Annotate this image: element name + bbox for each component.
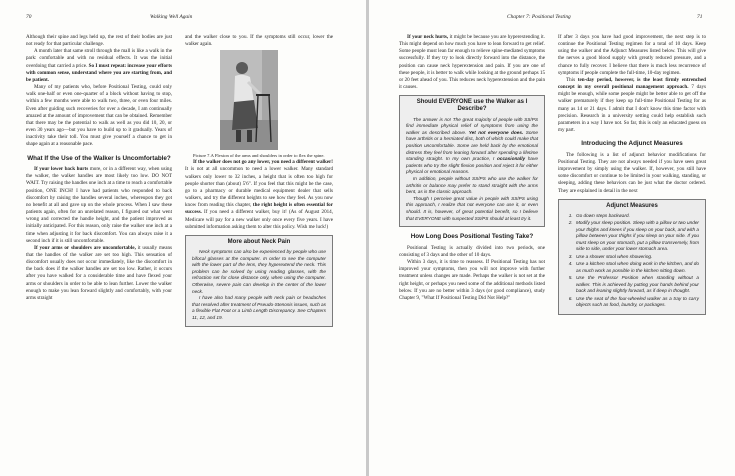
- list-item: 1. Go down steps backward.: [574, 213, 699, 220]
- list-item: 4. Use a kitchen stool when doing work in the kitchen, and do as much work as possible in the kitchen sitting down.: [574, 261, 699, 274]
- list-item: 2. Modify your sleep position. Sleep with a pillow or two under your thighs and knees if you sleep on your back, and with a pillow between your thighs if you sleep on your side. If you must sleep on your stomach, put a pillow transversely, from side to side, under your lower stomach area.: [574, 220, 699, 253]
- running-title: Walking Well Again: [150, 14, 193, 20]
- page-number: 70: [26, 14, 32, 20]
- box-paragraph: I have also had many people with neck pain or headaches that resolved after treatment of Pseudo-Stenosis issues, such as a flexible Flat Foot or a Limb Length Discrepancy. See Chapters 11, 12, and 19.: [192, 295, 326, 321]
- list-item: 5. Use the Professor Position when standing without a walker. This is achieved by putting your hands behind your back and leaning slightly forward, as if deep in thought.: [574, 275, 699, 295]
- person-with-walker-illustration: [220, 50, 278, 150]
- paragraph: Although their spine and legs held up, the rest of their bodies are just not ready for that particular challenge.: [26, 34, 172, 48]
- sidebar-box-neck-pain: [185, 235, 333, 327]
- page-number: 71: [697, 14, 703, 20]
- paragraph: Within 3 days, it is time to reassess. If Positional Testing has not improved your symptoms, then you will not improve with further treatment unless changes are made. Perhaps the walker is not set at the right height, or perhaps you need some of the additional methods listed below. If you are no better within 3 days (or good compliance), study Chapter 9, "What If Positional Testing Did Not Help?": [399, 259, 545, 301]
- sidebar-box-walker-question: [399, 95, 545, 227]
- list-item: 3. Use a shower stool when showering.: [574, 254, 699, 261]
- section-heading: What If the Use of the Walker Is Uncomfortable?: [27, 154, 171, 162]
- paragraph: If your arms or shoulders are uncomfortable, it usually means that the handles of the walker are set too high. This sensation of discomfort usually does not occur immediately, like the discomfort in the back does if the walker handles are set too low. Rather, it occurs after you have walked for a considerable time and have flexed your arms or shoulders in order to be able to lean further. Lower the walker enough to make you lean forward slightly and comfortably, with your arms straight: [26, 244, 172, 301]
- paragraph: Positional Testing is actually divided into two periods, one consisting of 3 days and the other of 10 days.: [399, 244, 545, 258]
- paragraph: If the walker does not go any lower, you need a different walker! It is not at all uncommon to need a lower walker. Many standard walkers only lower to 32 inches, a height that is often too high for people shorter than (about) 5'6". If you feel that this might be the case, go to a pharmacy or durable medical equipment dealer that sells walkers, and try the different heights to see how they feel. As you now know from reading this chapter, the right height is often essential for success. If you need a different walker, buy it! (As of August 2014, Medicare will pay for a new walker only once every five years. I have submitted information asking them to alter this policy. Wish me luck!): [185, 159, 333, 230]
- box-title: Adjunct Measures: [606, 202, 658, 209]
- list-item: 6. Use the seat of the four-wheeled walker as a tray to carry objects such as food, laundry, or packages.: [574, 296, 699, 309]
- box-paragraph: Neck symptoms can also be experienced by people who use bifocal glasses at the computer. In order to see the computer with the lower part of the lens, they hyperextend the neck. This problem can be solved by using reading glasses, with the refraction set for close distance only, when using the computer. Otherwise, severe pain can develop in the center of the lower neck.: [192, 249, 326, 294]
- measures-list: [565, 213, 699, 309]
- figure-caption: Picture 7.A Flexion of the arms and shoulders in order to flex the spine.: [193, 153, 325, 159]
- right-column-2: [558, 34, 706, 320]
- section-heading: How Long Does Positional Testing Take?: [410, 233, 534, 241]
- walker-photo: [220, 50, 278, 150]
- right-page: [369, 0, 735, 476]
- paragraph: If your lower back hurts more, or in a different way, when using the walker, the walker handles are most likely too low. DO NOT WAIT. Try raising the handles one inch at a time to reach a comfortable position, ONE INCH! I have had patients who responded to back discomfort by raising the handles several inches, whereupon they got no benefit at all and gave up on the whole process. When I saw these patients again, often for an unrelated reason, I figured out what went wrong and corrected the handle height, and the patient improved as initially anticipated. For this reason, only raise the walker one inch at a time when adjusting it for back discomfort. You can always raise it a second inch if it is still uncomfortable.: [26, 166, 172, 244]
- paragraph: If after 3 days you have had good improvement, the next step is to continue the Positional Testing regimen for a total of 10 days. Keep using the walker and the Adjunct Measures listed below. This will give the nerves a good blood supply with greatly reduced pressure, and a chance to fully recover. I believe that there is much less recurrence of symptoms if people complete the full-time, 10-day regimen.: [558, 34, 706, 76]
- paragraph: Many of my patients who, before Positional Testing, could only walk one-half or even one-quarter of a block without having to stop, within a few months were able to walk two, three, or even four miles. Even after guiding such recoveries for over a decade, I am continually amazed at the amount of improvement that can be obtained. Remember that there may be the potential to walk as well as you did 10, 20, or even 30 years ago—but you have to build up to it gradually. Years of inactivity take their toll. You must give yourself a chance to get in shape again at a reasonable pace.: [26, 84, 172, 148]
- box-title: Should EVERYONE use the Walker as I Describe?: [416, 99, 528, 113]
- paragraph: A month later that same stroll through the mall is like a walk in the park: comfortable and with no residual effects. It was the initial overdoing that carried a price. So I must repeat: increase your efforts with common sense, understand where you are starting from, and be patient.: [26, 48, 172, 83]
- box-paragraph: Though I perceive great value in people with SS/PS using this approach, I realize that not everyone can use it, or even should. It is, however, of great potential benefit, so I believe that EVERYONE with suspected SS/PS should at least try it.: [406, 195, 538, 221]
- box-title: More about Neck Pain: [227, 238, 291, 245]
- box-paragraph: The answer is no! The great majority of people with SS/PS find immediate physical relief of symptoms from using the walker as described above. Yet not everyone does. Some have arthritis or a herniated disc, both of which could make that position uncomfortable. Some are held back by the emotional distress they feel from leaning forward after spending a lifetime standing straight. In my own practice, I occasionally have patients who try the slight flexion position and reject it for either physical or emotional reasons.: [406, 116, 538, 175]
- paragraph: The following is a list of adjunct behavior modifications for Positional Testing. They are not always needed if you have seen great improvement by simply using the walker. If, however, you still have some discomfort or continue to be limited in your walking, standing, or sleeping, adding these behaviors can be just what the doctor ordered. They are explained in detail in the next: [558, 151, 706, 194]
- running-title: Chapter 7: Positional Testing: [507, 14, 571, 20]
- right-column-1: [399, 34, 545, 302]
- paragraph: This ten-day period, however, is the least firmly entrenched concept in my overall positional management approach. 7 days might be enough, while some people might be better able to get off the walker prematurely if they keep up full-time Positional Testing for as many as 14 or 21 days. I admit that I don't know this time factor with precision. Research in a university setting could help establish such parameters in a way I have not. So far, this is only an educated guess on my part.: [558, 76, 706, 134]
- left-page: [0, 0, 366, 476]
- box-paragraph: In addition, people without SS/PS who use the walker for arthritis or balance may prefer to stand straight with the arms bent, as is the classic approach.: [406, 176, 538, 195]
- adjunct-measures-box: [558, 199, 706, 315]
- left-column-2: [185, 34, 333, 332]
- section-heading: Introducing the Adjunct Measures: [581, 140, 683, 148]
- paragraph: If your neck hurts, it might be because you are hyperextending it. This might depend on how much you have to lean forward to get relief. Some people must lean far enough to relieve spine-mediated symptoms successfully. If they try to look directly forward into the distance, the position can cause neck hyperextension and pain. If you are one of these people, it is better to walk while looking at the ground perhaps 15 or 20 feet ahead of you. This reduces neck hyperextension and the pain it causes.: [399, 34, 545, 91]
- left-column-1: [26, 34, 172, 302]
- paragraph: and the walker close to you. If the symptoms still occur, lower the walker again.: [185, 34, 333, 48]
